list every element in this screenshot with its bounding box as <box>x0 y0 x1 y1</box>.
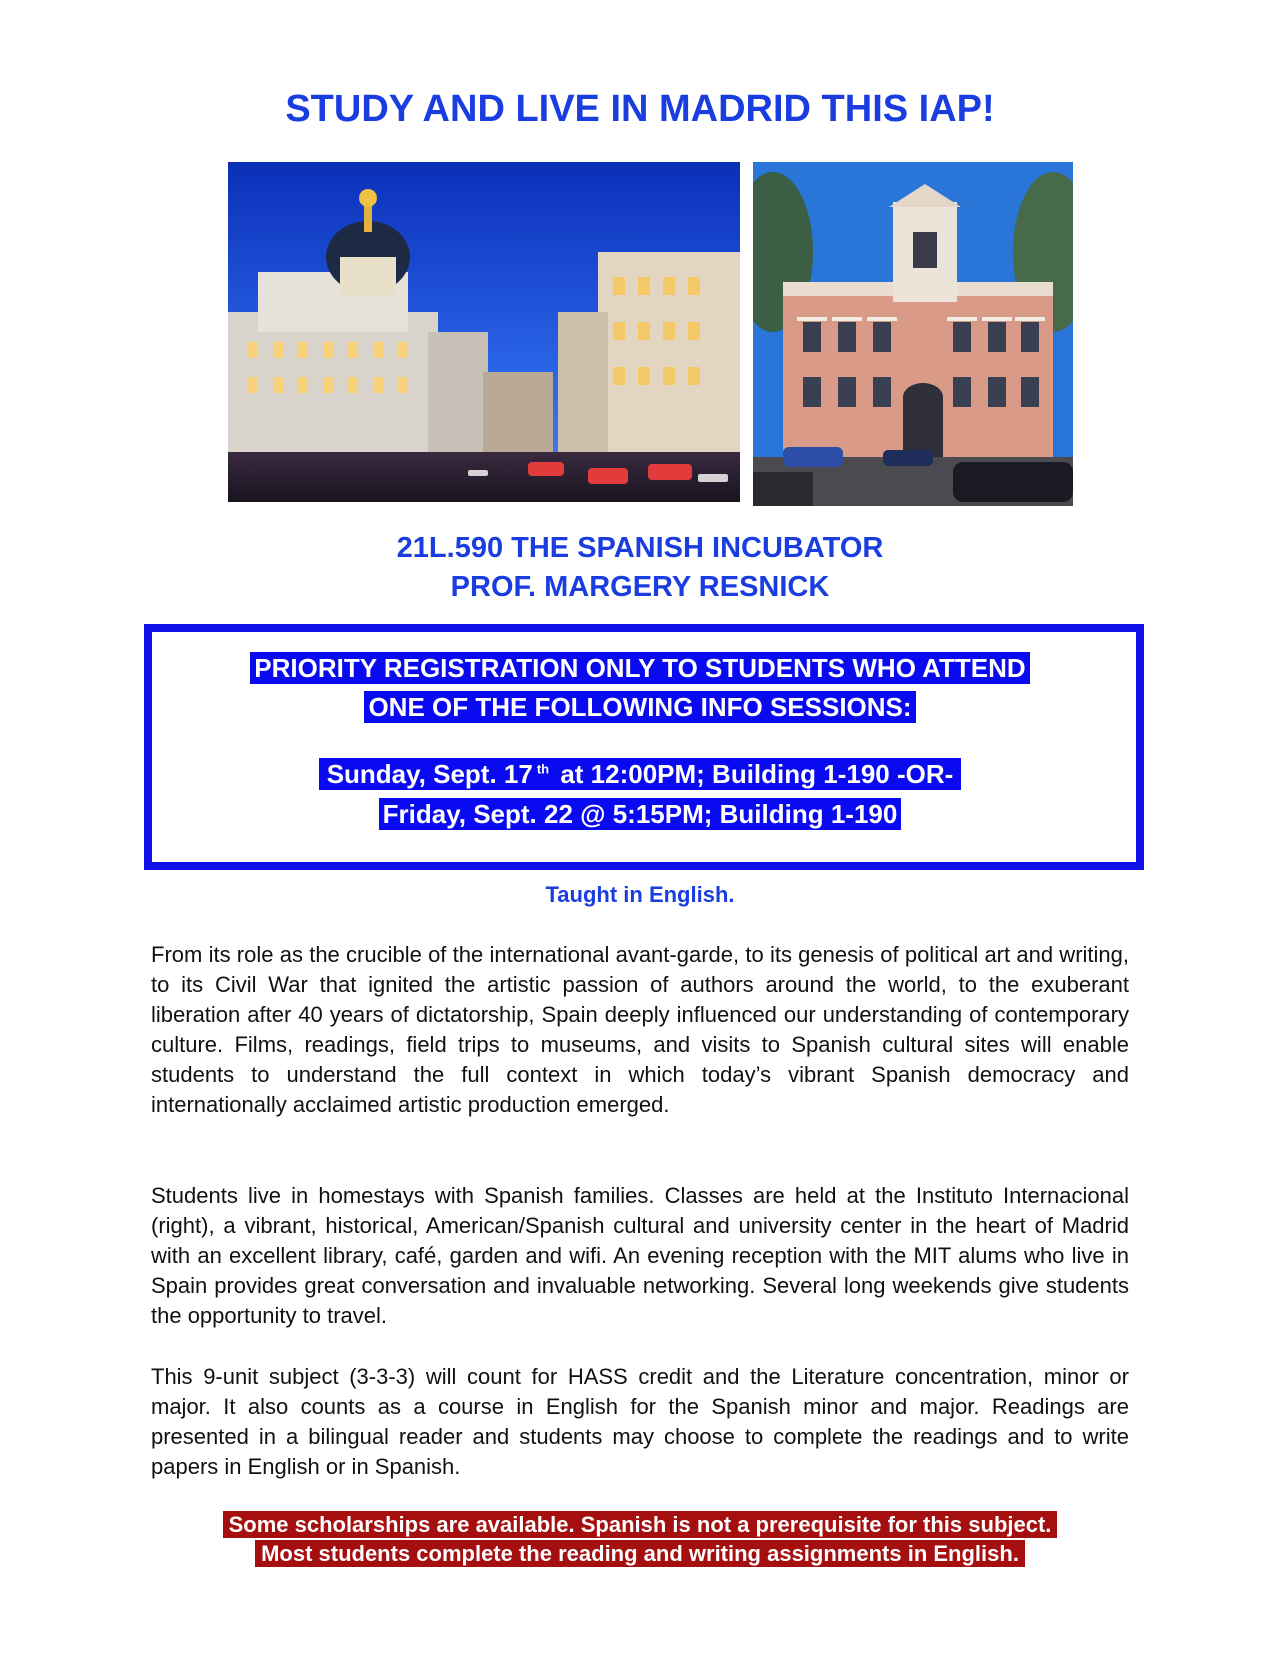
priority-line-1: PRIORITY REGISTRATION ONLY TO STUDENTS WHO ATTEND <box>0 653 1280 684</box>
course-title: 21L.590 THE SPANISH INCUBATOR <box>396 532 884 564</box>
language-note: Taught in English. <box>545 882 735 907</box>
info-session-2: Friday, Sept. 22 @ 5:15PM; Building 1-190 <box>0 799 1280 830</box>
instituto-internacional-photo <box>753 162 1073 506</box>
description-paragraph: From its role as the crucible of the international avant-garde, to its genesis of political art and writing, to its Civil War that ignited the artistic passion of authors around the world, to the exuberant liberation after 40 years of dictatorship, Spain deeply influenced our understanding of contemporary culture. Films, readings, field trips to museums, and visits to Spanish cultural sites will enable students to understand the full context in which today’s vibrant Spanish democracy and internationally acclaimed artistic production emerged. <box>151 942 1129 1117</box>
priority-line-2: ONE OF THE FOLLOWING INFO SESSIONS: <box>0 692 1280 723</box>
page-title: STUDY AND LIVE IN MADRID THIS IAP! <box>285 88 995 130</box>
madrid-gran-via-photo <box>228 162 740 502</box>
credit-paragraph: This 9-unit subject (3-3-3) will count for HASS credit and the Literature concentration, minor or major. It also counts as a course in English for the Spanish minor and major. Readings are presented in a bilingual reader and students may choose to complete the readings and to write papers in English or in Spanish. <box>151 1364 1129 1479</box>
course-professor: PROF. MARGERY RESNICK <box>450 571 830 603</box>
homestay-paragraph: Students live in homestays with Spanish families. Classes are held at the Instituto Internacional (right), a vibrant, historical, American/Spanish cultural and university center in the heart of Madrid with an excellent library, café, garden and wifi. An evening reception with the MIT alums who live in Spain provides great conversation and invaluable networking. Several long weekends give students the opportunity to travel. <box>151 1183 1129 1328</box>
scholarship-line-1: Some scholarships are available. Spanish is not a prerequisite for this subject. <box>0 1512 1280 1538</box>
info-session-1: Sunday, Sept. 17 $^{th}$ at 12:00PM; Building 1-190 -OR- <box>0 759 1280 790</box>
scholarship-line-2: Most students complete the reading and writing assignments in English. <box>0 1541 1280 1567</box>
